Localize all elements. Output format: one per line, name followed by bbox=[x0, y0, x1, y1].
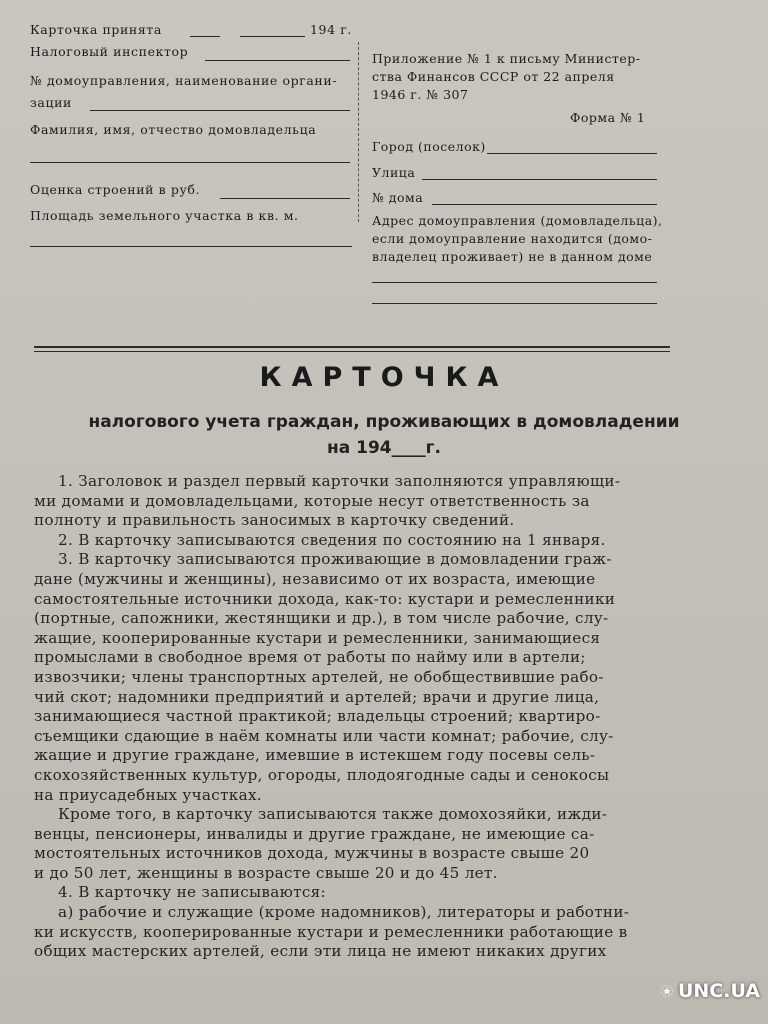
address-line-3: владелец проживает) не в данном доме bbox=[372, 249, 653, 264]
instruction-line: общих мастерских артелей, если эти лица не имеют никаких других bbox=[34, 942, 607, 961]
land-area-label: Площадь земельного участка в кв. м. bbox=[30, 208, 299, 223]
owner-name-underline bbox=[30, 162, 350, 163]
instruction-line: и до 50 лет, женщины в возрасте свыше 20 и до 45 лет. bbox=[34, 863, 498, 882]
day-underline bbox=[190, 36, 220, 37]
house-admin-label-1: № домоуправления, наименование органи- bbox=[30, 73, 338, 88]
tax-inspector-underline bbox=[205, 60, 350, 61]
house-number-underline bbox=[432, 204, 657, 205]
street-label: Улица bbox=[372, 165, 416, 180]
instruction-line: чий скот; надомники предприятий и артелей; врачи и другие лица, bbox=[34, 687, 600, 706]
address-line-1: Адрес домоуправления (домовладельца), bbox=[372, 213, 663, 228]
instruction-line: а) рабочие и служащие (кроме надомников), литераторы и работни- bbox=[58, 903, 630, 922]
instruction-line: венцы, пенсионеры, инвалиды и другие граждане, не имеющие са- bbox=[34, 824, 595, 843]
instruction-line: ки искусств, кооперированные кустари и ремесленники работающие в bbox=[34, 922, 628, 941]
watermark-text: UNC.UA bbox=[677, 980, 760, 1002]
header-divider bbox=[358, 42, 359, 222]
instruction-line: съемщики сдающие в наём комнаты или части комнат; рабочие, слу- bbox=[34, 726, 614, 745]
house-admin-underline bbox=[90, 110, 350, 111]
instruction-line: жащие и другие граждане, имевшие в истекшем году посевы сель- bbox=[34, 746, 596, 765]
instruction-line: 2. В карточку записываются сведения по состоянию на 1 января. bbox=[58, 530, 606, 549]
card-subtitle-2: на 194____г. bbox=[327, 438, 441, 458]
instruction-line: занимающиеся частной практикой; владельцы строений; квартиро- bbox=[34, 707, 601, 726]
instruction-line: полноту и правильность заносимых в карточку сведений. bbox=[34, 511, 515, 530]
instruction-line: скохозяйственных культур, огороды, плодоягодные сады и сенокосы bbox=[34, 765, 610, 784]
instruction-line: 1. Заголовок и раздел первый карточки заполняются управляющи- bbox=[58, 472, 621, 490]
card-accepted-label: Карточка принята bbox=[30, 22, 162, 37]
instruction-line: Кроме того, в карточку записываются также домохозяйки, ижди- bbox=[58, 805, 608, 824]
building-value-label: Оценка строений в руб. bbox=[30, 182, 201, 197]
section-rule bbox=[34, 346, 670, 352]
instruction-line: жащие, кооперированные кустари и ремесленники, занимающиеся bbox=[34, 628, 601, 647]
instruction-line: мостоятельных источников дохода, мужчины в возрасте свыше 20 bbox=[34, 844, 590, 863]
house-admin-label-2: зации bbox=[30, 95, 72, 110]
card-subtitle-1: налогового учета граждан, проживающих в домовладении bbox=[88, 412, 680, 432]
watermark bbox=[660, 968, 760, 1014]
instruction-line: самостоятельные источники дохода, как-то: кустари и ремесленники bbox=[34, 589, 616, 608]
appendix-line-3: 1946 г. № 307 bbox=[372, 87, 469, 102]
land-area-underline bbox=[30, 246, 352, 247]
instruction-line: ми домами и домовладельцами, которые несут ответственность за bbox=[34, 491, 590, 510]
month-underline bbox=[240, 36, 305, 37]
instruction-line: 3. В карточку записываются проживающие в домовладении граж- bbox=[58, 550, 612, 569]
card-title: КАРТОЧКА bbox=[259, 362, 509, 393]
instruction-line: дане (мужчины и женщины), независимо от их возраста, имеющие bbox=[34, 569, 596, 588]
instruction-line: на приусадебных участках. bbox=[34, 785, 262, 804]
building-value-underline bbox=[220, 198, 350, 199]
street-underline bbox=[422, 179, 657, 180]
tax-inspector-label: Налоговый инспектор bbox=[30, 44, 189, 59]
form-number: Форма № 1 bbox=[570, 110, 646, 125]
appendix-line-2: ства Финансов СССР от 22 апреля bbox=[372, 69, 615, 84]
address-line-2: если домоуправление находится (домо- bbox=[372, 231, 653, 246]
owner-name-label: Фамилия, имя, отчество домовладельца bbox=[30, 122, 317, 137]
instruction-line: 4. В карточку не записываются: bbox=[58, 883, 326, 902]
instruction-line: промыслами в свободное время от работы по найму или в артели; bbox=[34, 648, 586, 667]
address-underline-2 bbox=[372, 303, 657, 304]
instruction-line: (портные, сапожники, жестянщики и др.), в том числе рабочие, слу- bbox=[34, 609, 609, 628]
star-emblem-icon bbox=[660, 974, 674, 1008]
card-accepted-year: 194 г. bbox=[310, 22, 352, 37]
city-label: Город (поселок) bbox=[372, 139, 486, 154]
house-number-label: № дома bbox=[372, 190, 424, 205]
instruction-line: извозчики; члены транспортных артелей, не обобществившие рабо- bbox=[34, 667, 604, 686]
instructions-text bbox=[34, 472, 694, 962]
appendix-line-1: Приложение № 1 к письму Министер- bbox=[372, 51, 641, 66]
city-underline bbox=[487, 153, 657, 154]
address-underline-1 bbox=[372, 282, 657, 283]
